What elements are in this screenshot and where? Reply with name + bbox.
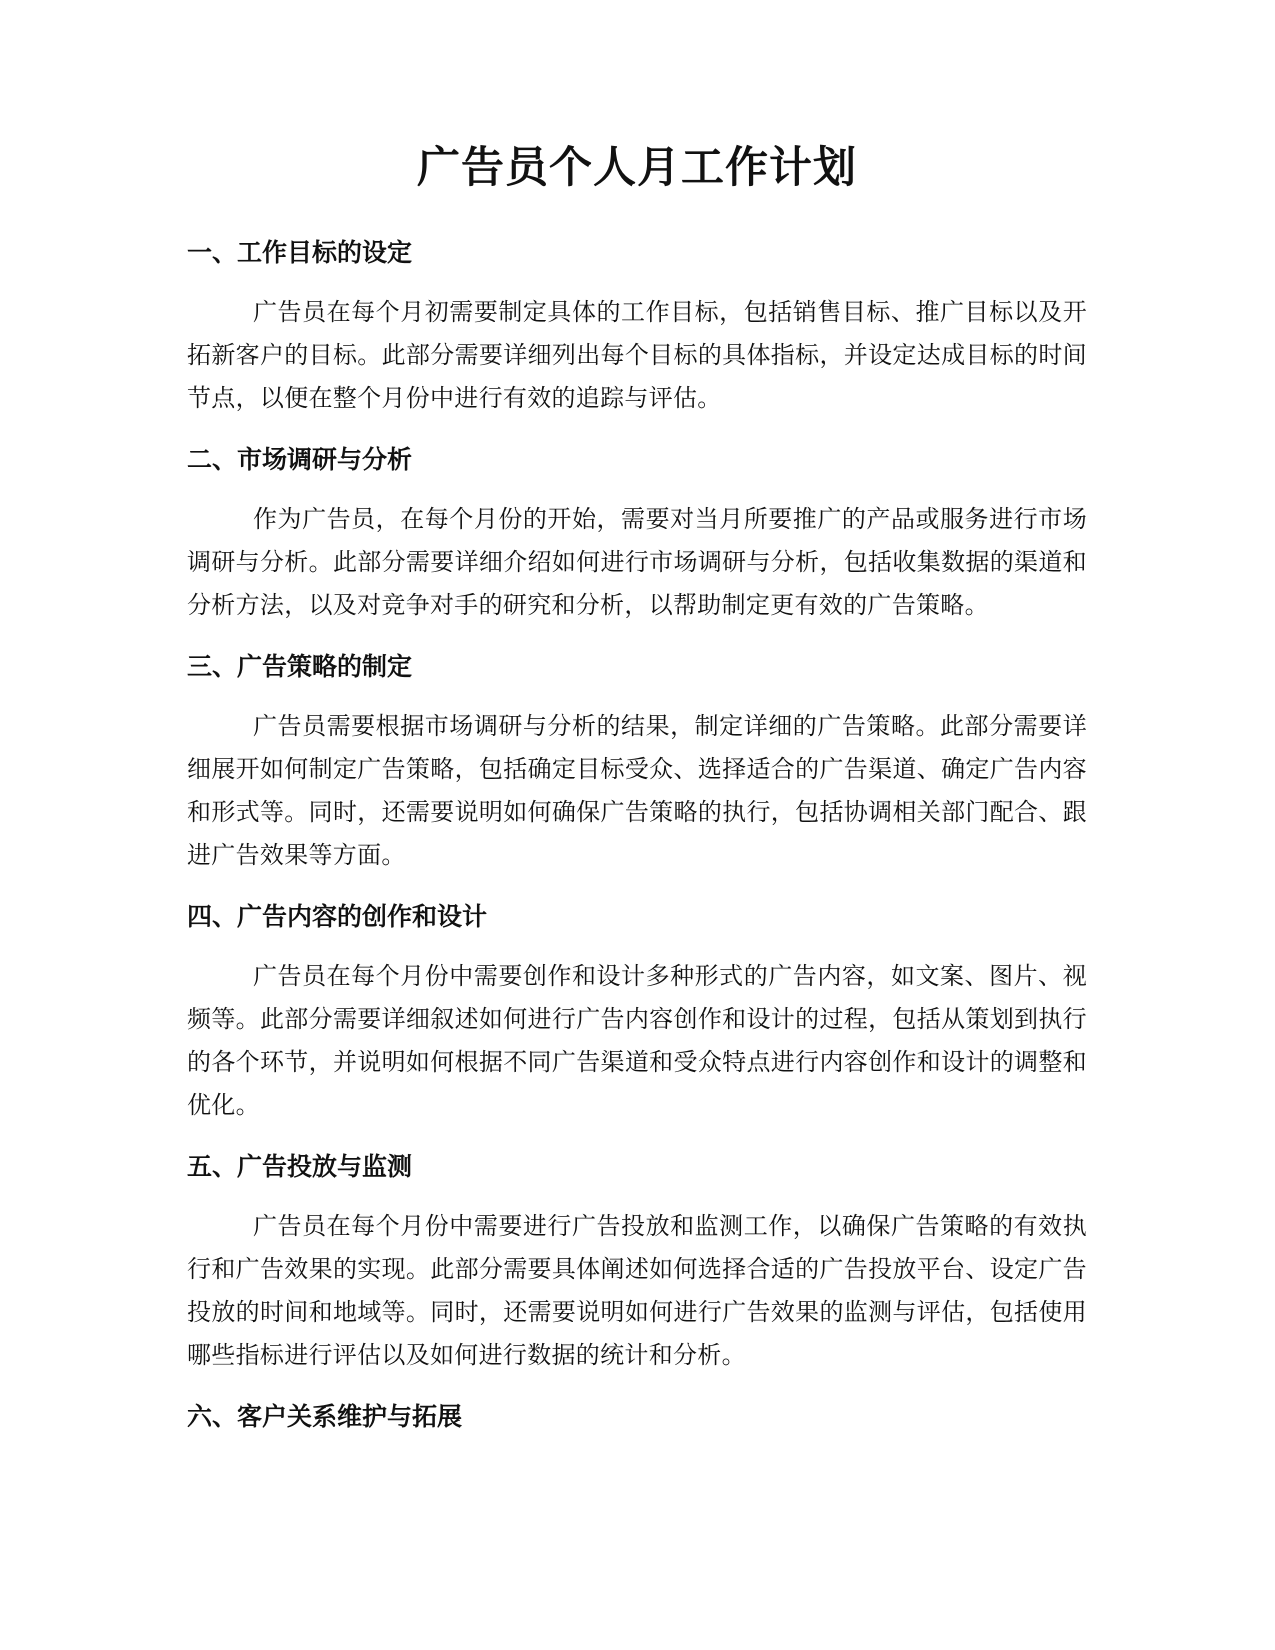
document-content: [187, 138, 1087, 1455]
section-body-2: 作为广告员，在每个月份的开始，需要对当月所要推广的产品或服务进行市场调研与分析。此部分需要详细介绍如何进行市场调研与分析，包括收集数据的渠道和分析方法，以及对竞争对手的研究和分析，以帮助制定更有效的广告策略。: [187, 505, 1087, 619]
section-heading-1: 一、工作目标的设定: [187, 238, 413, 267]
section-heading-3: 三、广告策略的制定: [187, 652, 413, 681]
section-heading-2: 二、市场调研与分析: [187, 445, 413, 474]
section-heading-6: 六、客户关系维护与拓展: [187, 1402, 463, 1431]
document-title: 广告员个人月工作计划: [417, 143, 857, 193]
section-heading-4: 四、广告内容的创作和设计: [187, 902, 488, 931]
section-body-4: 广告员在每个月份中需要创作和设计多种形式的广告内容，如文案、图片、视频等。此部分需要详细叙述如何进行广告内容创作和设计的过程，包括从策划到执行的各个环节，并说明如何根据不同广告渠道和受众特点进行内容创作和设计的调整和优化。: [187, 962, 1087, 1119]
section-body-5: 广告员在每个月份中需要进行广告投放和监测工作，以确保广告策略的有效执行和广告效果的实现。此部分需要具体阐述如何选择合适的广告投放平台、设定广告投放的时间和地域等。同时，还需要说明如何进行广告效果的监测与评估，包括使用哪些指标进行评估以及如何进行数据的统计和分析。: [187, 1212, 1087, 1369]
section-body-3: 广告员需要根据市场调研与分析的结果，制定详细的广告策略。此部分需要详细展开如何制定广告策略，包括确定目标受众、选择适合的广告渠道、确定广告内容和形式等。同时，还需要说明如何确保广告策略的执行，包括协调相关部门配合、跟进广告效果等方面。: [187, 712, 1087, 869]
section-body-1: 广告员在每个月初需要制定具体的工作目标，包括销售目标、推广目标以及开拓新客户的目标。此部分需要详细列出每个目标的具体指标，并设定达成目标的时间节点，以便在整个月份中进行有效的追踪与评估。: [187, 298, 1087, 412]
section-heading-5: 五、广告投放与监测: [187, 1152, 413, 1181]
